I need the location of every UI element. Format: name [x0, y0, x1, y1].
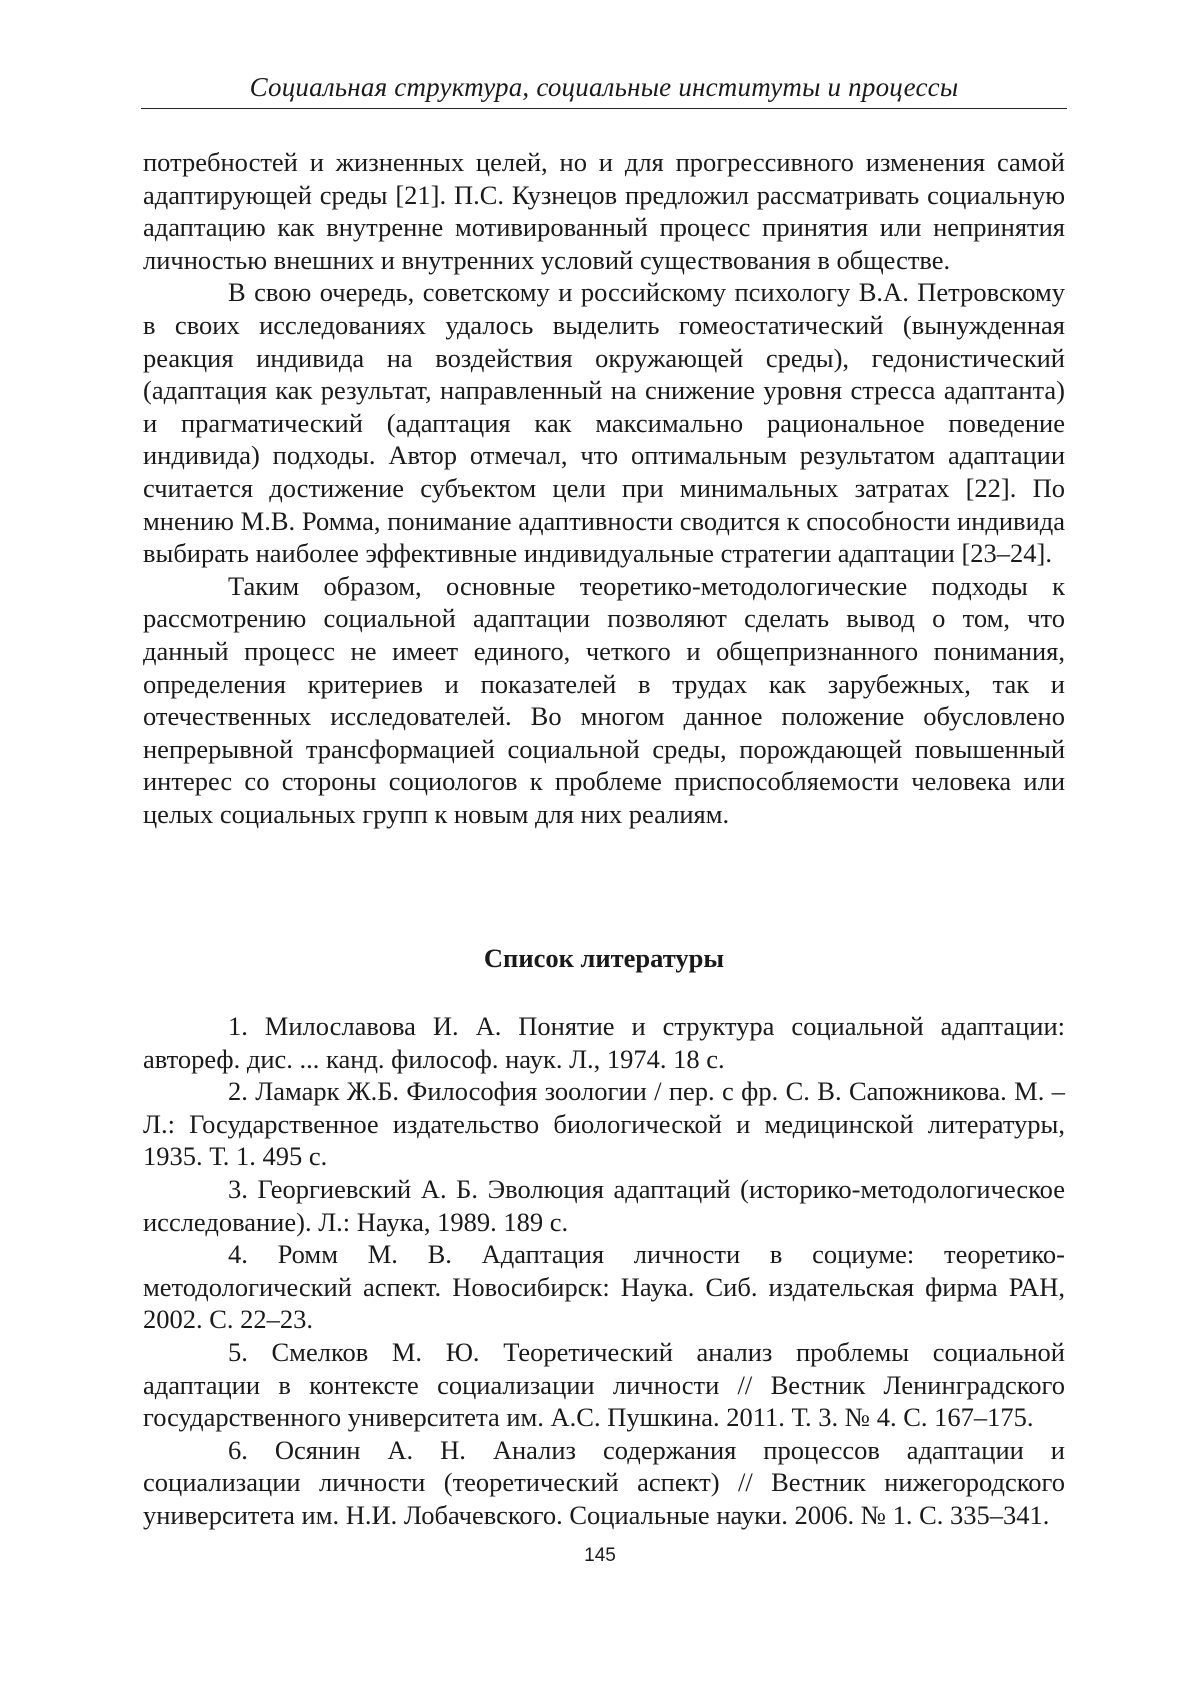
- references-list: [143, 1010, 1065, 1532]
- reference-item: 1. Милославова И. А. Понятие и структура социальной адаптации: автореф. дис. ... канд. философ. наук. Л., 1974. 18 с.: [143, 1011, 1065, 1074]
- body-paragraph: Таким образом, основные теоретико-методологические подходы к рассмотрению социальной адаптации позволяют сделать вывод о том, что данный процесс не имеет единого, четкого и общепризнанного понимания, определения критериев и показателей в трудах как зарубежных, так и отечественных исследователей. Во многом данное положение обусловлено непрерывной трансформацией социальной среды, порождающей повышенный интерес со стороны социологов к проблеме приспособляемости человека или целых социальных групп к новым для них реалиям.: [143, 570, 1065, 829]
- body-paragraph: В свою очередь, советскому и российскому психологу В.А. Петровскому в своих исследованиях удалось выделить гомеостатический (вынужденная реакция индивида на воздействия окружающей среды), гедонистический (адаптация как результат, направленный на снижение уровня стресса адаптанта) и прагматический (адаптация как максимально рациональное поведение индивида) подходы. Автор отмечал, что оптимальным результатом адаптации считается достижение субъектом цели при минимальных затратах [22]. По мнению М.В. Ромма, понимание адаптивности сводится к способности индивида выбирать наиболее эффективные индивидуальные стратегии адаптации [23–24].: [143, 277, 1065, 569]
- reference-item: 4. Ромм М. В. Адаптация личности в социуме: теоретико-методологический аспект. Новосибирск: Наука. Сиб. издательская фирма РАН, 2002. С. 22–23.: [143, 1239, 1065, 1335]
- header-divider: [141, 108, 1067, 109]
- reference-item: 6. Осянин А. Н. Анализ содержания процессов адаптации и социализации личности (теоретический аспект) // Вестник нижегородского университета им. Н.И. Лобачевского. Социальные науки. 2006. № 1. С. 335–341.: [143, 1434, 1065, 1530]
- reference-item: 5. Смелков М. Ю. Теоретический анализ проблемы социальной адаптации в контексте социализации личности // Вестник Ленинградского государственного университета им. А.С. Пушкина. 2011. Т. 3. № 4. С. 167–175.: [143, 1336, 1065, 1433]
- reference-item: 3. Георгиевский А. Б. Эволюция адаптаций (историко-методологическое исследование). Л.: Наука, 1989. 189 с.: [143, 1173, 1065, 1237]
- references-heading: Список литературы: [483, 943, 725, 973]
- reference-item: 2. Ламарк Ж.Б. Философия зоологии / пер. с фр. С. В. Сапожникова. М. – Л.: Государственное издательство биологической и медицинской литературы, 1935. Т. 1. 495 с.: [143, 1076, 1065, 1172]
- article-body: [143, 146, 1065, 830]
- running-header: Социальная структура, социальные институты и процессы: [249, 72, 959, 102]
- page-number: 145: [584, 1545, 616, 1566]
- body-paragraph: потребностей и жизненных целей, но и для прогрессивного изменения самой адаптирующей среды [21]. П.С. Кузнецов предложил рассматривать социальную адаптацию как внутренне мотивированный процесс принятия или непринятия личностью внешних и внутренних условий существования в обществе.: [143, 147, 1065, 275]
